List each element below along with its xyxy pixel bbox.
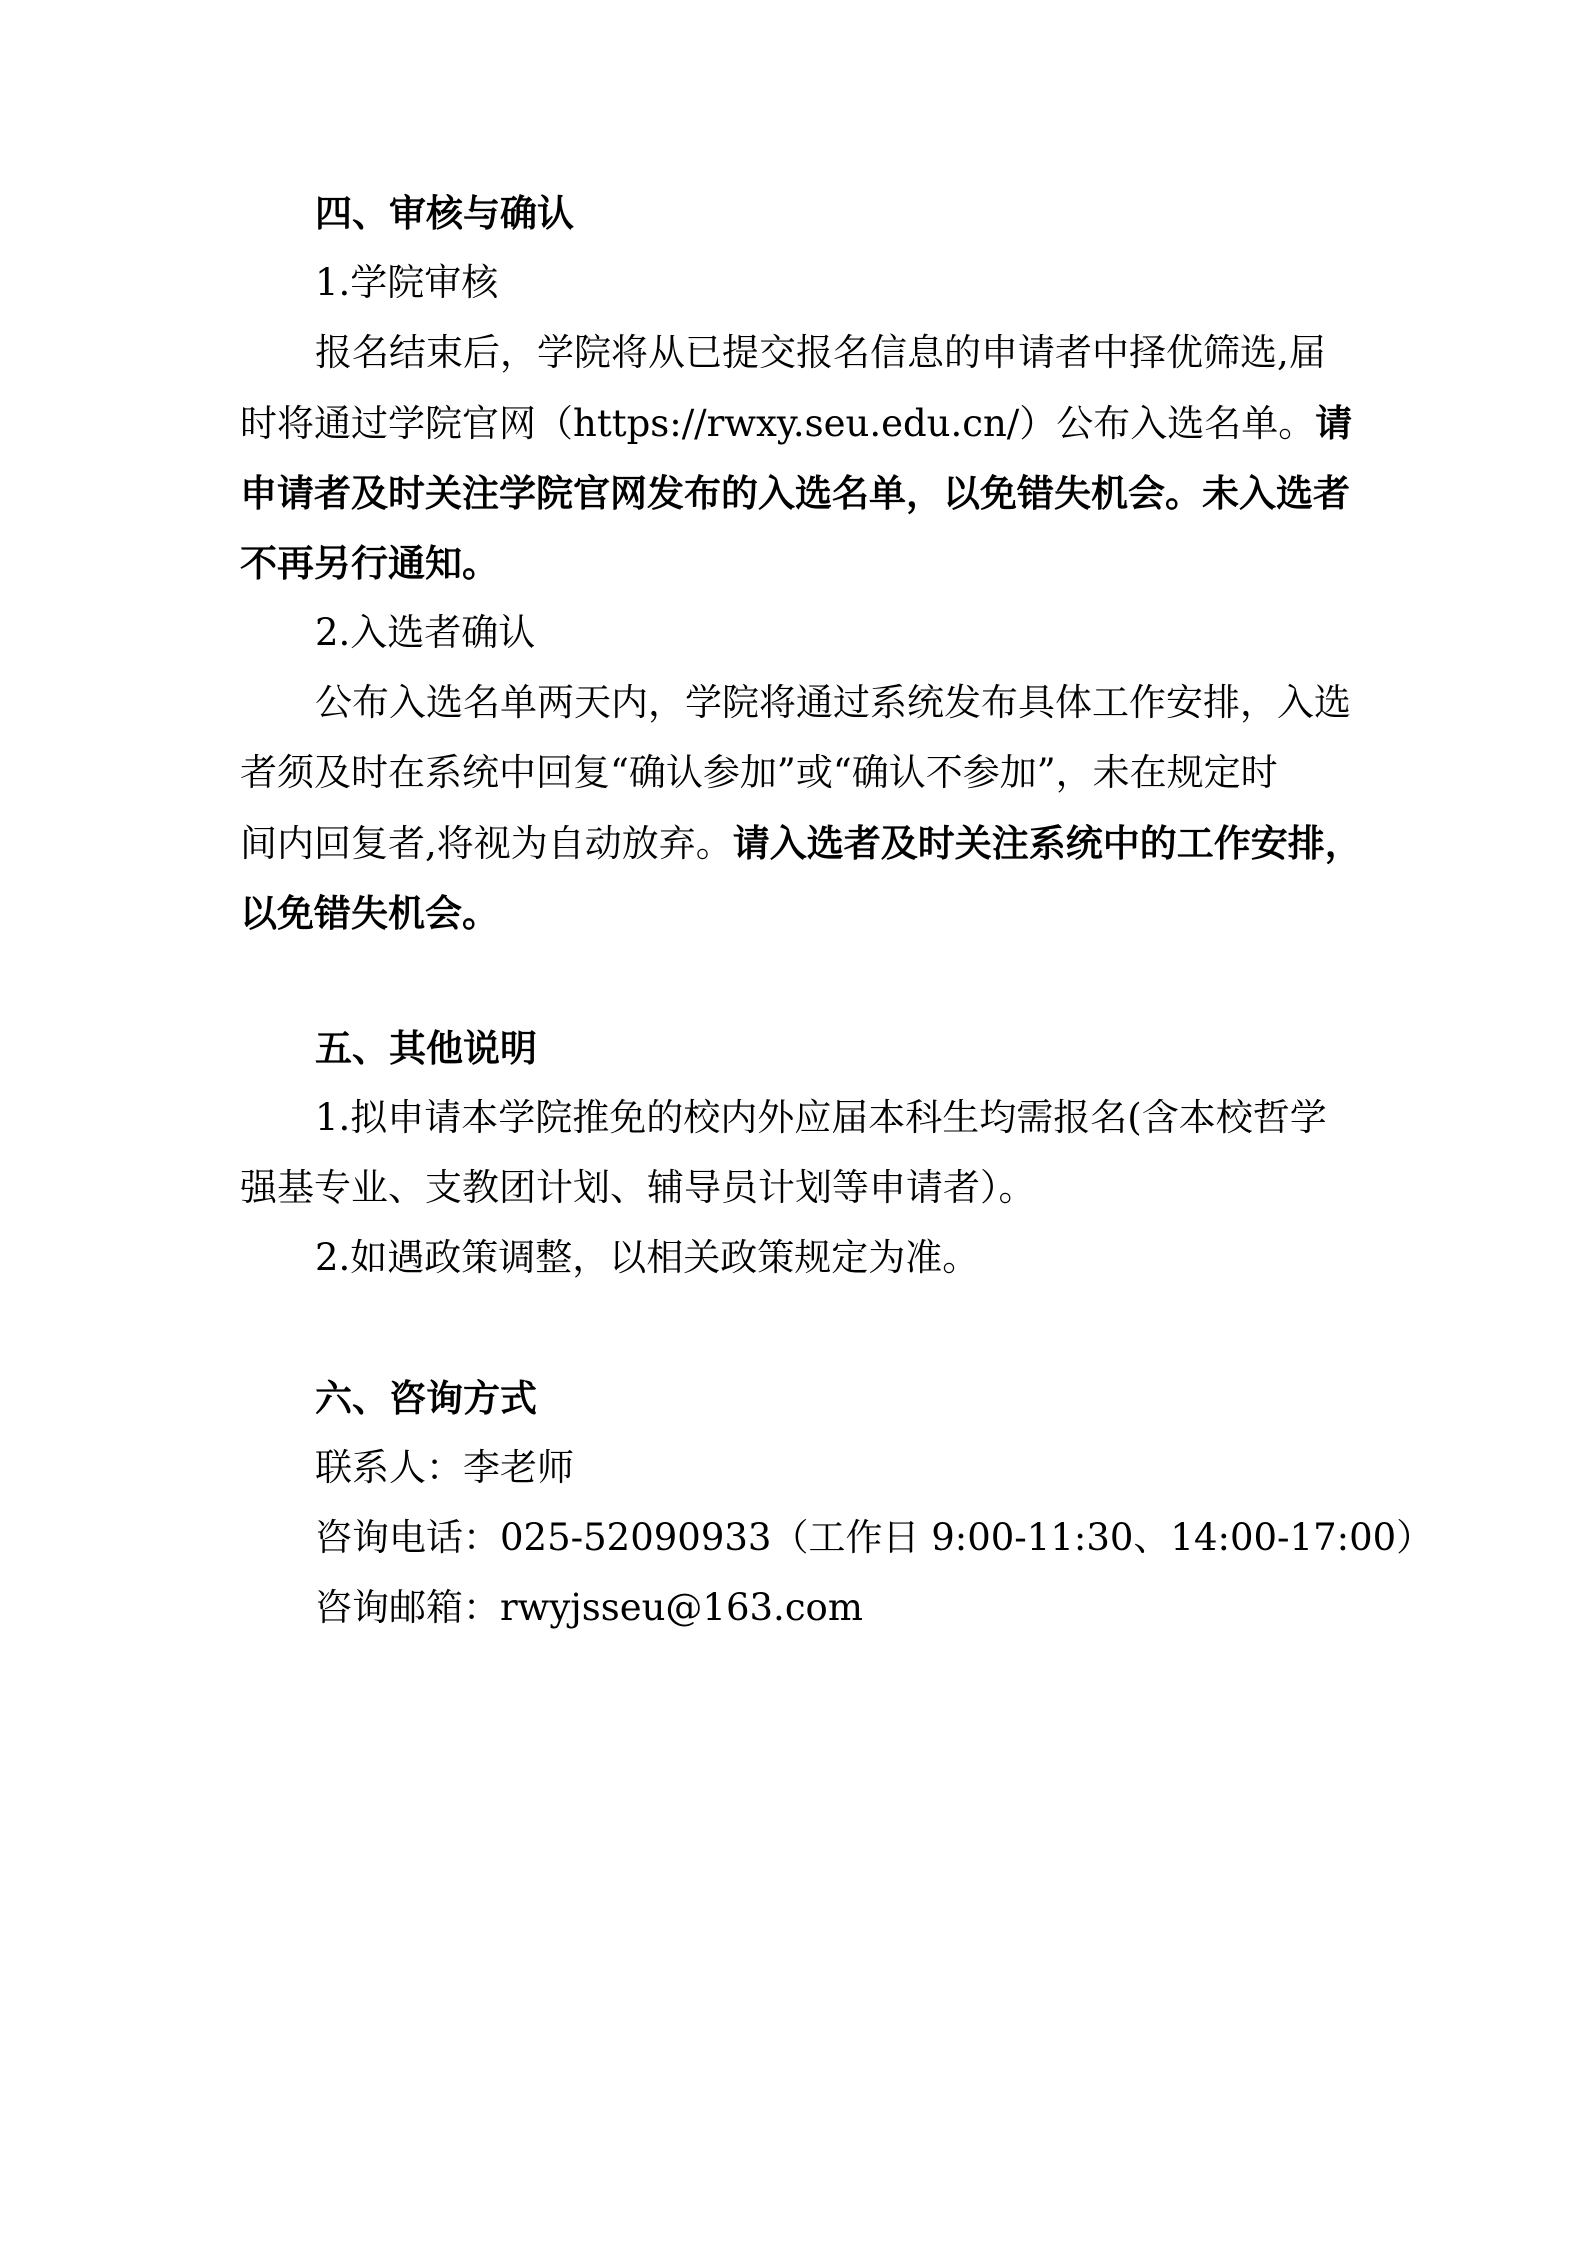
paragraph-line: 强基专业、支教团计划、辅导员计划等申请者）。 bbox=[240, 1166, 1036, 1209]
paragraph-emphasis-line: 不再另行通知。 bbox=[240, 541, 499, 585]
paragraph-line: 者须及时在系统中回复“确认参加”或“确认不参加”，未在规定时 bbox=[240, 751, 1278, 794]
paragraph-line: 报名结束后，学院将从已提交报名信息的申请者中择优筛选,届 bbox=[315, 331, 1326, 374]
paragraph-line: 1.拟申请本学院推免的校内外应届本科生均需报名(含本校哲学 bbox=[315, 1096, 1327, 1139]
contact-email: 咨询邮箱：rwyjsseu@163.com bbox=[315, 1586, 863, 1629]
paragraph-text: 时将通过学院官网（https://rwxy.seu.edu.cn/）公布入选名单。 bbox=[240, 402, 1316, 445]
paragraph-emphasis: 请入选者及时关注系统中的工作安排， bbox=[732, 821, 1362, 865]
subsection-title: 1.学院审核 bbox=[315, 261, 499, 304]
section-heading: 五、其他说明 bbox=[315, 1026, 537, 1070]
paragraph-line: 公布入选名单两天内，学院将通过系统发布具体工作安排，入选 bbox=[315, 681, 1351, 724]
paragraph-emphasis-line: 以免错失机会。 bbox=[240, 891, 499, 935]
paragraph-emphasis: 请 bbox=[1315, 401, 1353, 445]
contact-person: 联系人：李老师 bbox=[315, 1446, 574, 1489]
paragraph-text: 间内回复者,将视为自动放弃。 bbox=[240, 822, 733, 865]
paragraph-line bbox=[240, 388, 1360, 458]
subsection-title: 2.入选者确认 bbox=[315, 611, 536, 654]
paragraph-line bbox=[240, 808, 1360, 878]
paragraph-emphasis-line: 申请者及时关注学院官网发布的入选名单，以免错失机会。未入选者 bbox=[240, 471, 1350, 515]
paragraph-line: 2.如遇政策调整，以相关政策规定为准。 bbox=[315, 1236, 980, 1279]
section-heading: 六、咨询方式 bbox=[315, 1376, 537, 1420]
contact-phone: 咨询电话：025-52090933（工作日 9:00-11:30、14:00-17:00） bbox=[315, 1516, 1434, 1559]
section-heading: 四、审核与确认 bbox=[315, 191, 574, 235]
